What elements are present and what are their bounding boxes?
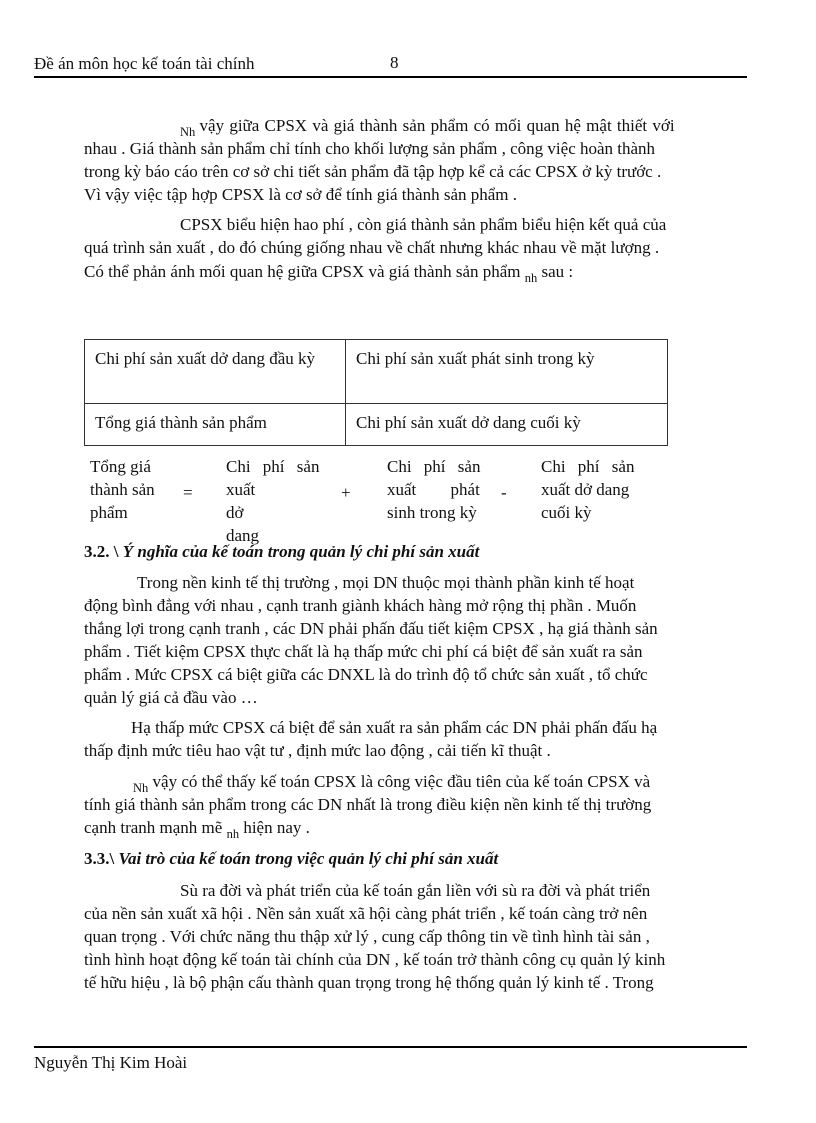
s32-p3-line3: cạnh tranh mạnh mẽ $_{nh}$ hiện nay . [84, 818, 310, 841]
s32-p2-line2: thấp định mức tiêu hao vật tư , định mức lao động , cải tiến kĩ thuật . [84, 741, 551, 760]
header-title: Đề án môn học kế toán tài chính [34, 54, 255, 73]
footer-author: Nguyễn Thị Kim Hoài [34, 1053, 188, 1072]
s32-p1-line6: quản lý giá cả đầu vào … [84, 688, 258, 707]
cost-table [84, 339, 668, 446]
s33-p1-line5: tế hữu hiệu , là bộ phận cấu thành quan trọng trong hệ thống quản lý kinh tế . Trong [84, 973, 654, 992]
s32-p1-line3: thắng lợi trong cạnh tranh , các DN phải phấn đấu tiết kiệm CPSX , hạ giá thành sản [84, 619, 658, 638]
section-3-3-heading: 3.3.\ Vai trò của kế toán trong việc quản lý chi phí sản xuất [84, 849, 499, 868]
s32-p3-line2: tính giá thành sản phẩm trong các DN nhất là trong điều kiện nền kinh tế thị trường [84, 795, 652, 814]
p1-line1: $_{Nh}$ vậy giữa CPSX và giá thành sản phẩm có mối quan hệ mật thiết với [180, 116, 675, 139]
s32-p3-line1: $_{Nh}$ vậy có thể thấy kế toán CPSX là công việc đầu tiên của kế toán CPSX và [133, 772, 651, 795]
table-cell-period-costs: Chi phí sản xuất phát sinh trong kỳ [346, 340, 668, 404]
s33-p1-line3: quan trọng . Với chức năng thu thập xử lý , cung cấp thông tin về tình hình tài sản , [84, 927, 650, 946]
p2-line3: Có thể phản ánh mối quan hệ giữa CPSX và giá thành sản phẩm $_{nh}$ sau : [84, 262, 574, 285]
nh-abbrev: Nh [133, 781, 149, 795]
s32-p2-line1: Hạ thấp mức CPSX cá biệt để sản xuất ra sản phẩm các DN phải phấn đấu hạ [131, 718, 658, 737]
s32-p1-line1: Trong nền kinh tế thị trường , mọi DN thuộc mọi thành phần kinh tế hoạt [137, 573, 635, 592]
table-cell-closing-wip: Chi phí sản xuất dở dang cuối kỳ [346, 404, 668, 446]
p2-line1: CPSX biểu hiện hao phí , còn giá thành sản phẩm biểu hiện kết quả của [180, 215, 667, 234]
eq-term-closing: Chi phí sản xuất dở dang cuối kỳ [541, 457, 635, 522]
p2-line2: quá trình sản xuất , do đó chúng giống nhau về chất nhưng khác nhau về mặt lượng . [84, 238, 660, 257]
page-number: 8 [390, 53, 399, 72]
eq-term-period: Chi phí sản xuất phát sinh trong kỳ [387, 457, 481, 522]
eq-minus: - [501, 483, 507, 502]
table-cell-total-cost: Tổng giá thành sản phẩm [85, 404, 346, 446]
footer-rule [34, 1046, 747, 1048]
eq-term-opening: Chi phí sản xuất dở dang [226, 457, 320, 545]
eq-equals: = [183, 483, 193, 502]
nh-abbrev: Nh [180, 125, 196, 139]
table-cell-opening-wip: Chi phí sản xuất dở dang đầu kỳ [85, 340, 346, 404]
nh-abbrev: nh [226, 827, 240, 841]
s33-p1-line2: của nền sản xuất xã hội . Nền sản xuất xã hội càng phát triển , kế toán càng trở nên [84, 904, 648, 923]
eq-plus: + [341, 483, 351, 502]
nh-abbrev: nh [524, 271, 538, 285]
s32-p1-line4: phẩm . Tiết kiệm CPSX thực chất là hạ thấp mức chi phí cá biệt để sản xuất ra sản [84, 642, 643, 661]
eq-term-total: Tổng giá thành sản phẩm [90, 457, 155, 522]
p1-line4: Vì vậy việc tập hợp CPSX là cơ sở để tính giá thành sản phẩm . [84, 185, 518, 204]
section-3-2-heading: 3.2. \ Ý nghĩa của kế toán trong quản lý chi phí sản xuất [84, 542, 480, 561]
s33-p1-line4: tình hình hoạt động kế toán tài chính của DN , kế toán trở thành công cụ quản lý kinh [84, 950, 666, 969]
s33-p1-line1: Sù ra đời và phát triển của kế toán gắn liền với sù ra đời và phát triển [180, 881, 651, 900]
s32-p1-line2: động bình đẳng với nhau , cạnh tranh giành khách hàng mở rộng thị phần . Muốn [84, 596, 637, 615]
header-rule [34, 76, 747, 78]
s32-p1-line5: phẩm . Mức CPSX cá biệt giữa các DNXL là do trình độ tổ chức sản xuất , tổ chức [84, 665, 648, 684]
p1-line3: trong kỳ báo cáo trên cơ sở chi tiết sản phẩm đã tập hợp kể cả các CPSX ở kỳ trước . [84, 162, 662, 181]
p1-line2: nhau . Giá thành sản phẩm chỉ tính cho khối lượng sản phẩm , công việc hoàn thành [84, 139, 656, 158]
